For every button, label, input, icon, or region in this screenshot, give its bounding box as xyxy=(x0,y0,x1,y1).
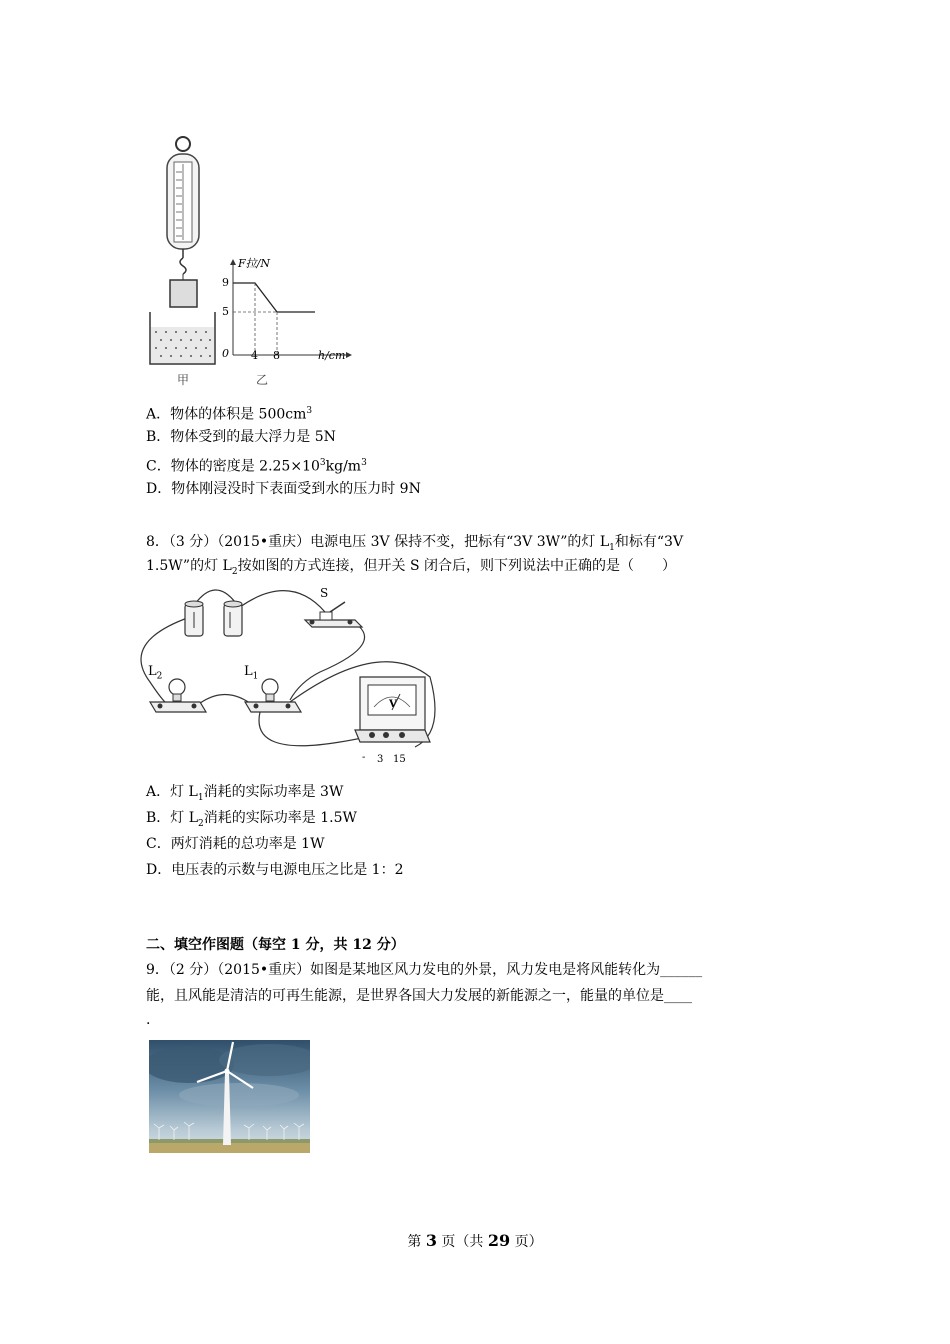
q8-option-c: C．两灯消耗的总功率是 1W xyxy=(146,836,325,852)
terminal-minus-label: - xyxy=(362,752,366,763)
graph-y-label: F拉/N xyxy=(238,257,270,270)
graph-origin: 0 xyxy=(222,347,229,360)
figure-label-yi: 乙 xyxy=(256,373,269,387)
q9-stem-line1: 9．（2 分）（2015•重庆）如图是某地区风力发电的外景，风力发电是将风能转化为______ xyxy=(146,962,703,978)
q8-option-a: A．灯 $L_1$消耗的实际功率是 3W xyxy=(146,784,344,803)
q7-option-d: D．物体刚浸没时下表面受到水的压力时 9N xyxy=(146,481,421,497)
graph-x-tick-4: 4 xyxy=(251,349,258,362)
wind-turbine-photo xyxy=(149,1040,310,1153)
graph-y-tick-9: 9 xyxy=(222,276,229,289)
q7-option-a: A．物体的体积是 $500cm^3$ xyxy=(146,406,313,423)
q9-stem-line2: 能，且风能是清洁的可再生能源，是世界各国大力发展的新能源之一，能量的单位是____ xyxy=(146,988,692,1004)
spring-scale-figure xyxy=(140,132,230,372)
q8-option-b: B．灯 $L_2$消耗的实际功率是 1.5W xyxy=(146,810,357,829)
page-total: 29 xyxy=(487,1231,511,1250)
q7-option-b: B．物体受到的最大浮力是 5N xyxy=(146,429,336,445)
q8-stem-line1: 8．（3 分）（2015•重庆）电源电压 3V 保持不变，把标有“3V 3W”的灯 $L_1$和标有“3V xyxy=(146,534,684,553)
circuit-diagram xyxy=(140,582,440,772)
terminal-15-label: 15 xyxy=(393,754,406,765)
switch-label: S xyxy=(320,586,329,600)
page-footer: 第 3 页（共 29 页） xyxy=(407,1231,543,1250)
page-number: 3 xyxy=(425,1231,437,1250)
q9-stem-line3: . xyxy=(146,1012,151,1028)
graph-x-label: h/cm xyxy=(318,349,346,362)
q7-option-c: C．物体的密度是 $2.25\times 10^3kg/m^3$ xyxy=(146,458,367,475)
terminal-3-label: 3 xyxy=(377,754,384,765)
q8-option-d: D．电压表的示数与电源电压之比是 1：2 xyxy=(146,862,404,878)
lamp1-label: $L_1$ xyxy=(244,664,259,682)
figure-label-jia: 甲 xyxy=(177,373,190,387)
q8-stem-line2: 1.5W”的灯 $L_2$按如图的方式连接，但开关 S 闭合后，则下列说法中正确的是（ ） xyxy=(146,558,677,577)
section-heading: 二、填空作图题（每空 1 分，共 12 分） xyxy=(146,937,405,953)
graph-y-tick-5: 5 xyxy=(222,305,229,318)
lamp2-label: $L_2$ xyxy=(148,664,163,682)
graph-x-tick-8: 8 xyxy=(273,349,280,362)
voltmeter-label: V xyxy=(389,699,397,710)
